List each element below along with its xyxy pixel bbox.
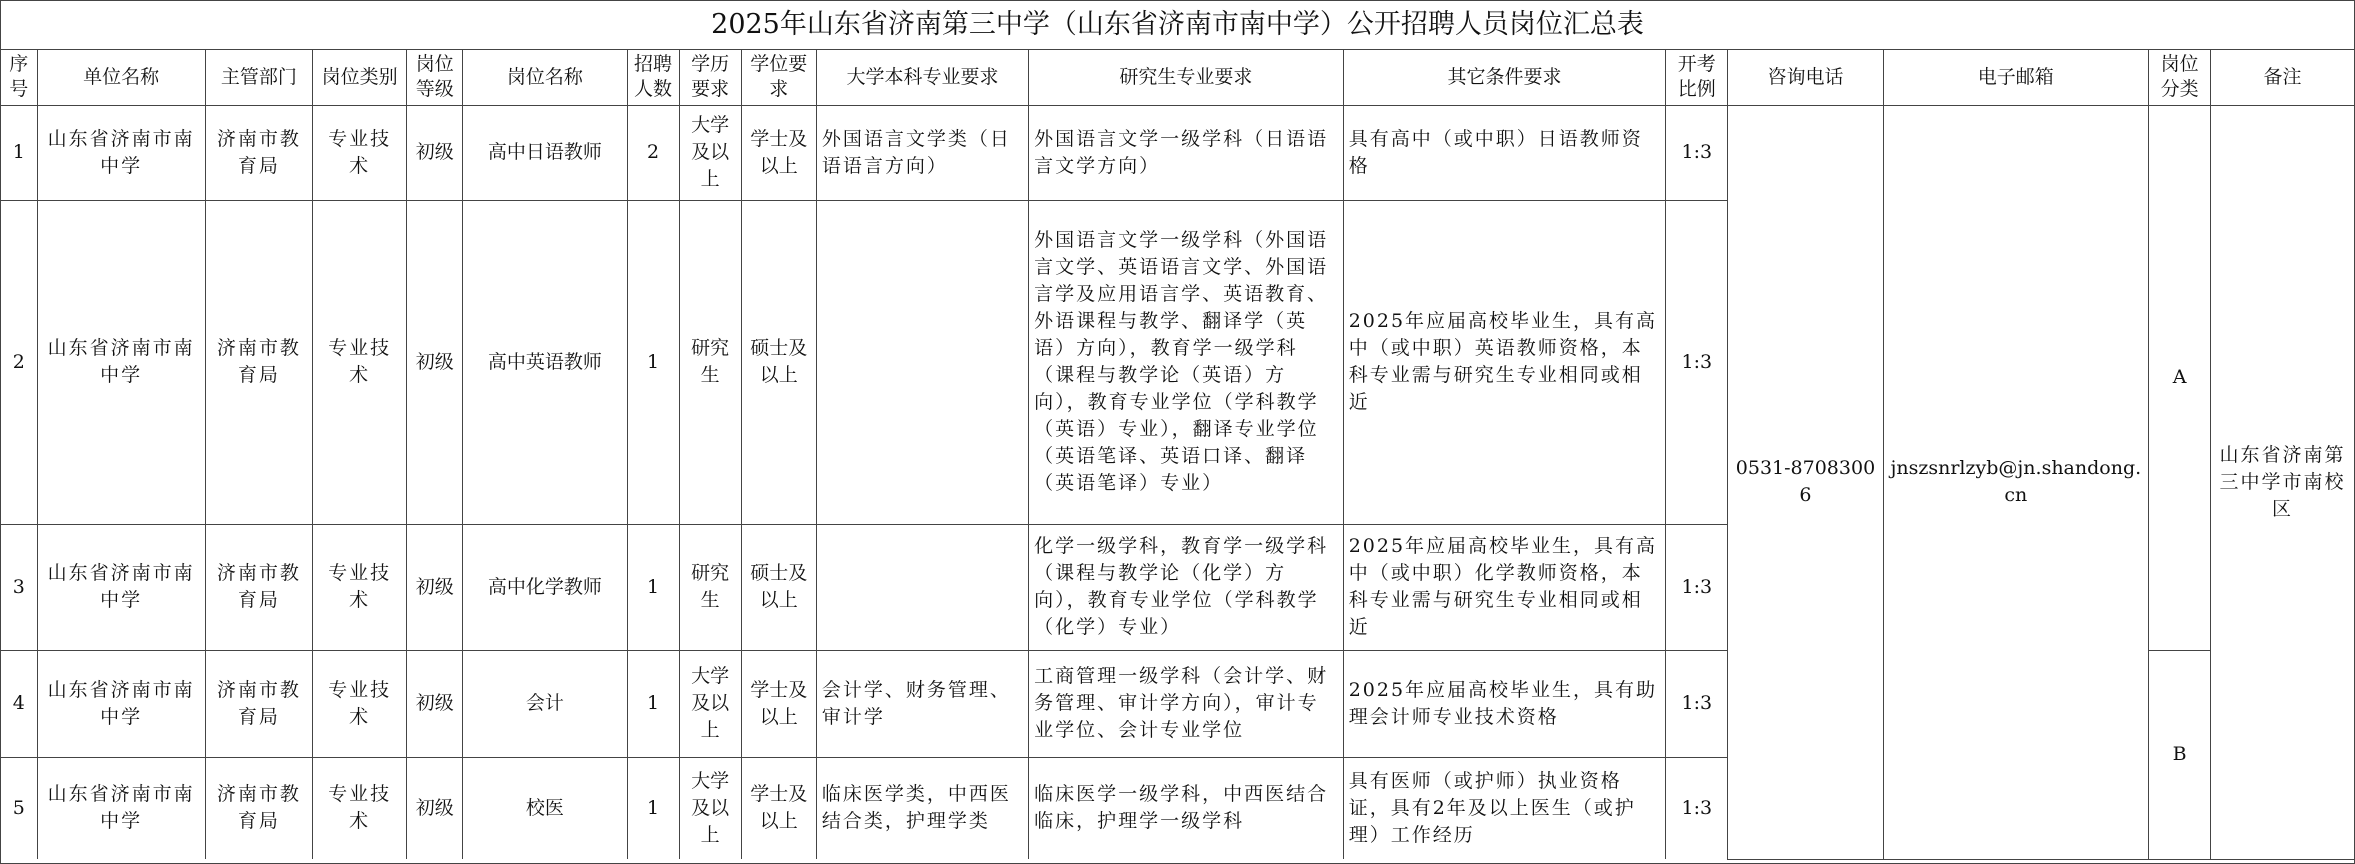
header-seq: 序号 (1, 50, 37, 105)
cell-post: 高中化学教师 (463, 524, 627, 650)
cell-seq: 1 (1, 105, 37, 200)
cell-seq: 2 (1, 200, 37, 524)
header-bachelor: 大学本科专业要求 (816, 50, 1028, 105)
cell-degree: 学士及以上 (741, 650, 816, 757)
cell-count: 1 (627, 650, 679, 757)
cell-bachelor (816, 524, 1028, 650)
header-ratio: 开考比例 (1666, 50, 1728, 105)
cell-seq: 4 (1, 650, 37, 757)
header-type: 岗位类别 (313, 50, 407, 105)
cell-master: 外国语言文学一级学科（日语语言文学方向） (1029, 105, 1344, 200)
cell-category-b: B (2149, 650, 2211, 859)
cell-master: 工商管理一级学科（会计学、财务管理、审计学方向），审计专业学位、会计专业学位 (1029, 650, 1344, 757)
cell-ratio: 1:3 (1666, 105, 1728, 200)
cell-edu: 大学及以上 (679, 650, 741, 757)
page-title: 2025年山东省济南第三中学（山东省济南市南中学）公开招聘人员岗位汇总表 (1, 1, 2354, 50)
header-row (1, 50, 2354, 105)
cell-degree: 学士及以上 (741, 105, 816, 200)
cell-email: jnszsnrlzyb@jn.shandong.cn (1883, 105, 2148, 859)
cell-type: 专业技术 (313, 200, 407, 524)
cell-count: 1 (627, 200, 679, 524)
cell-edu: 大学及以上 (679, 105, 741, 200)
cell-other: 2025年应届高校毕业生，具有助理会计师专业技术资格 (1343, 650, 1666, 757)
cell-unit: 山东省济南市南中学 (37, 650, 205, 757)
cell-dept: 济南市教育局 (205, 757, 312, 859)
cell-ratio: 1:3 (1666, 524, 1728, 650)
cell-phone: 0531-87083006 (1728, 105, 1883, 859)
cell-master: 化学一级学科，教育学一级学科（课程与教学论（化学）方向），教育专业学位（学科教学（化学）专业） (1029, 524, 1344, 650)
cell-other: 具有高中（或中职）日语教师资格 (1343, 105, 1666, 200)
cell-type: 专业技术 (313, 524, 407, 650)
header-degree: 学位要求 (741, 50, 816, 105)
cell-other: 具有医师（或护师）执业资格证，具有2年及以上医生（或护理）工作经历 (1343, 757, 1666, 859)
cell-category-a: A (2149, 105, 2211, 650)
positions-table (1, 50, 2354, 860)
header-dept: 主管部门 (205, 50, 312, 105)
cell-seq: 3 (1, 524, 37, 650)
cell-bachelor: 临床医学类，中西医结合类，护理学类 (816, 757, 1028, 859)
cell-count: 1 (627, 524, 679, 650)
cell-count: 2 (627, 105, 679, 200)
cell-other: 2025年应届高校毕业生，具有高中（或中职）化学教师资格，本科专业需与研究生专业相同或相近 (1343, 524, 1666, 650)
cell-dept: 济南市教育局 (205, 105, 312, 200)
cell-dept: 济南市教育局 (205, 650, 312, 757)
cell-ratio: 1:3 (1666, 200, 1728, 524)
cell-bachelor (816, 200, 1028, 524)
cell-note: 山东省济南第三中学市南校区 (2211, 105, 2354, 859)
header-post: 岗位名称 (463, 50, 627, 105)
cell-type: 专业技术 (313, 105, 407, 200)
cell-type: 专业技术 (313, 650, 407, 757)
cell-level: 初级 (407, 200, 463, 524)
cell-bachelor: 外国语言文学类（日语语言方向） (816, 105, 1028, 200)
cell-seq: 5 (1, 757, 37, 859)
cell-count: 1 (627, 757, 679, 859)
cell-unit: 山东省济南市南中学 (37, 524, 205, 650)
cell-ratio: 1:3 (1666, 650, 1728, 757)
cell-type: 专业技术 (313, 757, 407, 859)
header-count: 招聘人数 (627, 50, 679, 105)
cell-post: 校医 (463, 757, 627, 859)
header-category: 岗位分类 (2149, 50, 2211, 105)
cell-edu: 大学及以上 (679, 757, 741, 859)
cell-master: 临床医学一级学科，中西医结合临床，护理学一级学科 (1029, 757, 1344, 859)
cell-unit: 山东省济南市南中学 (37, 200, 205, 524)
cell-degree: 硕士及以上 (741, 200, 816, 524)
cell-edu: 研究生 (679, 524, 741, 650)
cell-unit: 山东省济南市南中学 (37, 105, 205, 200)
cell-level: 初级 (407, 105, 463, 200)
cell-level: 初级 (407, 524, 463, 650)
table-row (1, 105, 2354, 200)
cell-degree: 硕士及以上 (741, 524, 816, 650)
cell-master: 外国语言文学一级学科（外国语言文学、英语语言文学、外国语言学及应用语言学、英语教育、外语课程与教学、翻译学（英语）方向），教育学一级学科（课程与教学论（英语）方向），教育专业学位（学科教学（英语）专业），翻译专业学位（英语笔译、英语口译、翻译（英语笔译）专业） (1029, 200, 1344, 524)
header-note: 备注 (2211, 50, 2354, 105)
cell-dept: 济南市教育局 (205, 200, 312, 524)
header-level: 岗位等级 (407, 50, 463, 105)
cell-unit: 山东省济南市南中学 (37, 757, 205, 859)
header-other: 其它条件要求 (1343, 50, 1666, 105)
cell-dept: 济南市教育局 (205, 524, 312, 650)
header-master: 研究生专业要求 (1029, 50, 1344, 105)
header-edu: 学历要求 (679, 50, 741, 105)
cell-post: 会计 (463, 650, 627, 757)
cell-other: 2025年应届高校毕业生，具有高中（或中职）英语教师资格，本科专业需与研究生专业相同或相近 (1343, 200, 1666, 524)
cell-post: 高中英语教师 (463, 200, 627, 524)
cell-edu: 研究生 (679, 200, 741, 524)
header-unit: 单位名称 (37, 50, 205, 105)
cell-degree: 学士及以上 (741, 757, 816, 859)
cell-bachelor: 会计学、财务管理、审计学 (816, 650, 1028, 757)
cell-post: 高中日语教师 (463, 105, 627, 200)
cell-level: 初级 (407, 757, 463, 859)
header-phone: 咨询电话 (1728, 50, 1883, 105)
header-email: 电子邮箱 (1883, 50, 2148, 105)
cell-level: 初级 (407, 650, 463, 757)
cell-ratio: 1:3 (1666, 757, 1728, 859)
